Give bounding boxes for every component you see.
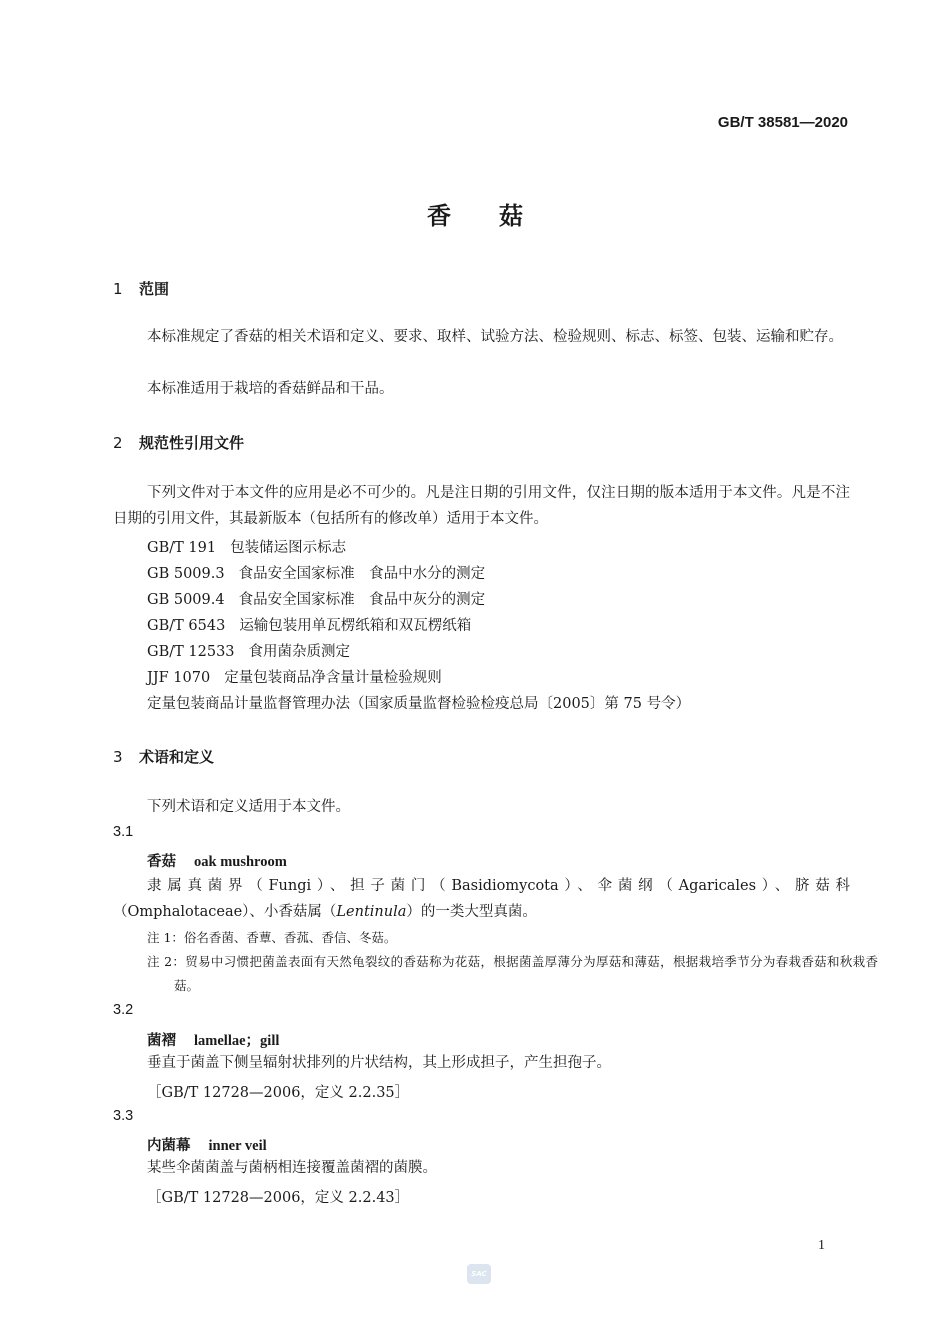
term-heading [147,1134,267,1155]
section-title: 范围 [139,280,170,298]
section-2-heading [113,432,244,453]
reference-title: 食品安全国家标准 食品中水分的测定 [238,566,486,582]
reference-code: JJF 1070 [147,670,211,686]
scope-paragraph-1: 本标准规定了香菇的相关术语和定义、要求、取样、试验方法、检验规则、标志、标签、包装、运输和贮存。 [147,329,843,345]
reference-item [147,562,485,583]
term-chinese: 内菌幕 [147,1137,191,1154]
term-definition: 垂直于菌盖下侧呈辐射状排列的片状结构，其上形成担子，产生担孢子。 [147,1055,611,1071]
reference-title: 食品安全国家标准 食品中灰分的测定 [238,592,486,608]
reference-code: GB 5009.4 [147,592,225,608]
section-number: 3 [113,748,123,766]
reference-title: 包装储运图示标志 [230,540,347,556]
section-number: 1 [113,280,123,298]
section-1-heading [113,278,169,299]
section-title: 术语和定义 [139,748,215,766]
reference-item-regulation: 定量包装商品计量监督管理办法（国家质量监督检验检疫总局〔2005〕第 75 号令） [147,696,691,712]
references-intro: 下列文件对于本文件的应用是必不可少的。凡是注日期的引用文件，仅注日期的版本适用于本文件。凡是不注日期的引用文件，其最新版本（包括所有的修改单）适用于本文件。 [113,485,850,527]
term-number: 3.1 [113,824,134,840]
term-heading [147,1029,279,1050]
term-source: ［GB/T 12728—2006，定义 2.2.43］ [147,1190,410,1206]
reference-item [147,666,442,687]
note-1: 注 1：俗名香菌、香蕈、香菰、香信、冬菇。 [147,930,397,945]
section-title: 规范性引用文件 [139,434,245,452]
term-heading [147,850,287,871]
term-number: 3.2 [113,1002,134,1018]
document-title: 香菇 [427,202,571,230]
term-english: lamellae；gill [194,1033,280,1049]
page-number: 1 [818,1238,825,1253]
reference-title: 定量包装商品净含量计量检验规则 [224,670,442,686]
reference-code: GB/T 6543 [147,618,226,634]
scope-paragraph-2: 本标准适用于栽培的香菇鲜品和干品。 [147,381,394,397]
definition-text-a: 隶属真菌界（Fungi）、担子菌门（Basidiomycota）、伞菌纲（Agaricales）、脐菇科（Omphalotaceae）、小香菇属（ [113,878,850,920]
term-english: oak mushroom [194,854,287,870]
reference-code: GB 5009.3 [147,566,225,582]
reference-item [147,588,485,609]
section-number: 2 [113,434,123,452]
reference-title: 运输包装用单瓦楞纸箱和双瓦楞纸箱 [239,618,472,634]
definition-text-b: ）的一类大型真菌。 [406,904,537,920]
section-3-heading [113,746,214,767]
reference-title: 食用菌杂质测定 [248,644,351,660]
reference-code: GB/T 191 [147,540,217,556]
sac-logo: SAC [467,1264,491,1284]
terms-intro: 下列术语和定义适用于本文件。 [147,799,350,815]
reference-item [147,614,471,635]
note-2: 注 2：贸易中习惯把菌盖表面有天然龟裂纹的香菇称为花菇，根据菌盖厚薄分为厚菇和薄菇，根据栽培季节分为春栽香菇和秋栽香菇。 [147,954,878,993]
reference-item [147,640,350,661]
definition-genus: Lentinula [336,904,407,920]
term-chinese: 菌褶 [147,1032,176,1049]
term-english: inner veil [208,1138,267,1154]
standard-code: GB/T 38581—2020 [717,114,848,131]
term-chinese: 香菇 [147,853,176,870]
reference-item [147,536,346,557]
term-number: 3.3 [113,1108,134,1124]
term-source: ［GB/T 12728—2006，定义 2.2.35］ [147,1085,410,1101]
reference-code: GB/T 12533 [147,644,235,660]
term-definition [113,873,850,925]
term-definition: 某些伞菌菌盖与菌柄相连接覆盖菌褶的菌膜。 [147,1160,437,1176]
